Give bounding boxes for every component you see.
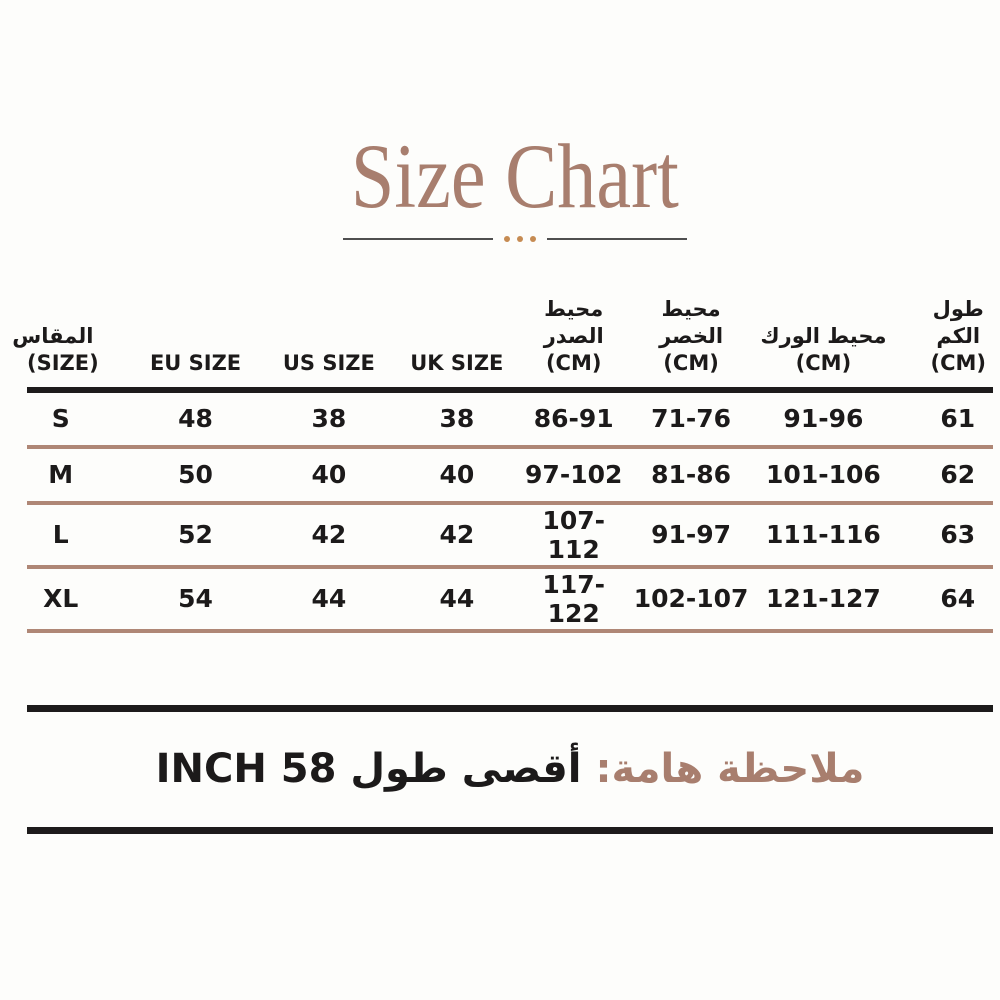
title-divider (15, 236, 1000, 242)
cell-sleeve: 64 (940, 584, 976, 614)
cell-uk: 44 (439, 584, 475, 614)
cell-size: L (52, 520, 69, 550)
cell-eu: 52 (178, 520, 213, 550)
cell-waist: 71-76 (651, 404, 732, 434)
header-uk-size: UK SIZE (410, 350, 504, 375)
dot-icon (504, 236, 510, 242)
important-note-section (27, 705, 993, 834)
cell-sleeve: 63 (940, 520, 976, 550)
header-eu-size: EU SIZE (149, 350, 242, 375)
header-size-english: (SIZE) (27, 350, 99, 375)
cell-size: XL (43, 584, 79, 614)
divider-line-right (547, 238, 687, 240)
cell-size: S (51, 404, 70, 434)
header-us-size: US SIZE (282, 350, 375, 375)
header-size (12, 296, 128, 390)
cell-chest: 107-112 (542, 505, 605, 564)
cell-eu: 50 (178, 460, 213, 490)
table-row-s (27, 390, 993, 447)
page-title: Size Chart (351, 125, 679, 227)
header-size-arabic: المقاس (12, 323, 94, 348)
cell-hip: 111-116 (766, 520, 881, 550)
divider-line-left (343, 238, 493, 240)
table-row-l (27, 503, 993, 567)
table-row-xl (27, 567, 993, 631)
cell-waist: 102-107 (633, 584, 749, 614)
header-chest-cm: محيط الصدر (CM) (543, 297, 604, 375)
cell-sleeve: 61 (940, 404, 976, 434)
dot-icon (517, 236, 523, 242)
table-row-m (27, 447, 993, 503)
cell-uk: 38 (439, 404, 475, 434)
header-waist-cm: محيط الخصر (CM) (659, 297, 724, 375)
size-chart-table (12, 296, 993, 633)
header-sleeve-cm: طول الكم (CM) (930, 297, 986, 375)
cell-hip: 101-106 (766, 460, 881, 490)
header-block (15, 125, 1000, 242)
cell-chest: 117-122 (542, 569, 605, 628)
note-label: ملاحظة هامة: (595, 746, 865, 793)
cell-sleeve: 62 (940, 460, 976, 490)
cell-us: 42 (311, 520, 347, 550)
cell-uk: 42 (439, 520, 475, 550)
cell-us: 44 (311, 584, 347, 614)
cell-size: M (48, 460, 74, 490)
cell-chest: 97-102 (525, 460, 623, 490)
dot-icon (530, 236, 536, 242)
note-body: أقصى طول INCH 58 (155, 746, 582, 793)
cell-waist: 91-97 (651, 520, 732, 550)
cell-uk: 40 (439, 460, 475, 490)
cell-hip: 91-96 (783, 404, 864, 434)
header-hip-cm: محيط الورك (CM) (760, 323, 887, 375)
table-header-row (27, 296, 993, 390)
important-note (156, 746, 865, 792)
cell-chest: 86-91 (533, 404, 614, 434)
cell-us: 40 (311, 460, 347, 490)
divider-dots-icon (504, 236, 536, 242)
cell-hip: 121-127 (766, 584, 881, 614)
cell-us: 38 (311, 404, 347, 434)
cell-eu: 48 (178, 404, 213, 434)
cell-waist: 81-86 (651, 460, 732, 490)
cell-eu: 54 (178, 584, 213, 614)
